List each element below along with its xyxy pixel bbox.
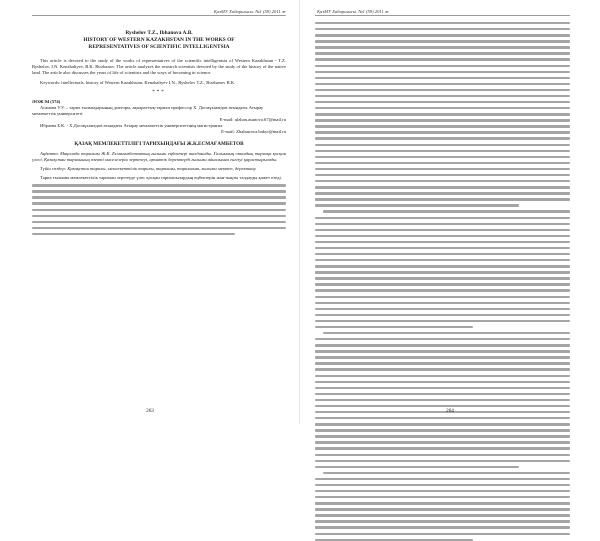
english-title-block xyxy=(32,30,286,51)
left-header xyxy=(32,0,286,16)
abstract-en: This article is devoted to the study of the works of representatives of the scientific intelligentsia of Western Kazakhstan - T.Z. Ryshelov, I.N. Kenzhaliyev, B.K. Birzhanov. The article analyzes the research scientists devoted by the study of the history of the native land. The article also discusses the years of life of scientists and the ways of becoming in science. xyxy=(32,58,286,76)
title-en-line-2: REPRESENTATIVES OF SCIENTIFIC INTELLIGENTSIA xyxy=(88,44,230,50)
body-paragraph-1: Тарих ғылымы мемлекеттілік тарихын зерттеуде үлес қосқан тарихшылардың еңбектерін жан-жақты талдауды қажет етеді. xyxy=(40,175,282,181)
section-separator: *** xyxy=(152,89,166,95)
annotation: Аңдатпа. Мақалада тарихшы Ж.К. Есмағамбетовтың ғылыми еңбектері талданады. Ғалымның отандық тарихқа қосқан үлесі, Қазақстан тарихының өзекті мәселелерін зерттеуі, архивтік деректерді ғылыми айналымға енгізуі қарастырылады. xyxy=(32,150,286,162)
authors-en: Ryshelov T.Z., Ibhanova A.B. xyxy=(125,30,193,36)
left-body-lines xyxy=(32,184,286,235)
author-1: Асанова У.У. – тарих ғылымдарының докторы, ақпараттық-тарихи профессор Х. Досмұхамедов атындағы Атырау мемлекеттік университеті xyxy=(32,104,264,116)
left-page xyxy=(0,0,300,424)
english-abstract xyxy=(32,58,286,86)
right-page-number: 264 xyxy=(446,408,454,414)
author-2-email: E-mail: Zhalnurova.bakyt@mail.ru xyxy=(221,128,286,134)
keywords-en: Keywords: intellectuals, history of Western Kazakhstan, Kenzhaliyev I.N., Ryshelov T.Z., Birzhanov B.K. xyxy=(40,79,236,85)
right-header xyxy=(315,0,570,16)
left-header-text: ҚазМУ Хабаршысы. №1 (59) 2011 ж xyxy=(32,9,286,16)
title-en-line-1: HISTORY OF WESTERN KAZAKHSTAN IN THE WORKS OF xyxy=(83,37,235,43)
udc-code: ӘОЖ 94 (574) xyxy=(32,98,61,104)
left-page-number: 263 xyxy=(146,408,154,414)
right-page xyxy=(300,0,600,424)
right-body-lines-1 xyxy=(315,22,570,541)
article-title: ҚАЗАҚ МЕМЛЕКЕТТІЛІГІ ТАРИХЫНДАҒЫ Ж.К.ЕСМАҒАМБЕТОВ xyxy=(74,140,244,147)
right-header-text: ҚазМУ Хабаршысы. №1 (59) 2011 ж xyxy=(315,9,570,16)
author-1-email: E-mail: ulzhan.asanova.67@mail.ru xyxy=(219,116,286,122)
author-2: Ибраева Б.К. - Х.Досмұхамедов атындағы Атырау мемлекеттік университетінің магистранты xyxy=(40,122,223,128)
key-words: Түйін сөздер: Қазақстан тарихы, мемлекеттілік тарихы, тарихшы, тарихнама, ғылыми мектеп, деректану. xyxy=(40,166,257,171)
